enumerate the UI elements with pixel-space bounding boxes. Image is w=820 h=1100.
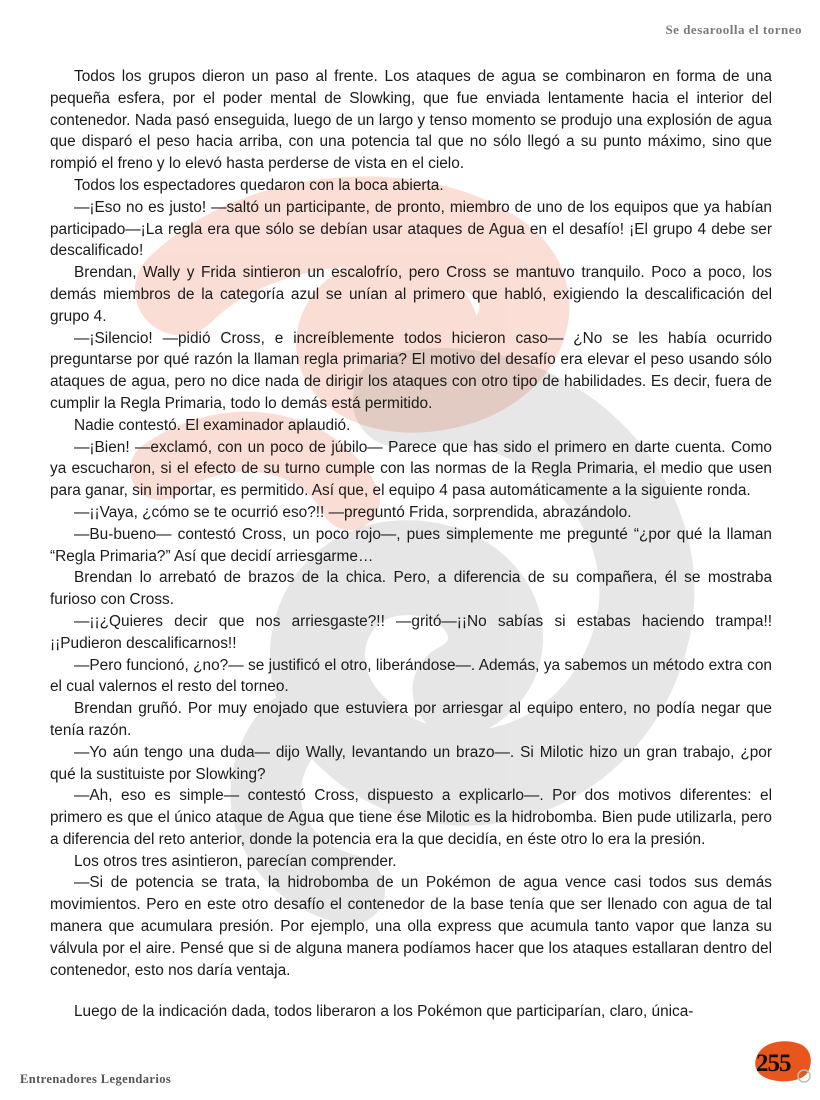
paragraph: —Si de potencia se trata, la hidrobomba de un Pokémon de agua vence casi todos sus demás movimientos. Pero en este otro desafío el contenedor de la base tenía que ser llenado con agua de tal manera que acumulara presión. Por ejemplo, una olla express que acumula tanto vapor que lanza su válvula por el aire. Pensé que si de alguna manera podíamos hacer que los ataques estallaran dentro del contenedor, esto nos daría ventaja. — [50, 874, 772, 979]
paragraph: Brendan, Wally y Frida sintieron un escalofrío, pero Cross se mantuvo tranquilo. Poco a poco, los demás miembros de la categoría azul se unían al primero que habló, exigiendo la descalificación del grupo 4. — [50, 264, 772, 325]
page-number: 255 — [756, 1050, 791, 1077]
paragraph: Todos los grupos dieron un paso al frente. Los ataques de agua se combinaron en forma de una pequeña esfera, por el poder mental de Slowking, que fue enviada lentamente hacia el interior del contenedor. Nada pasó enseguida, luego de un largo y tenso momento se produjo una explosión de agua que disparó el peso hacia arriba, con una potencia tal que no sólo llegó a su punto máximo, sino que rompió el freno y lo elevó hasta perderse de vista en el cielo. — [50, 68, 772, 173]
paragraph: —¡¡¿Quieres decir que nos arriesgaste?!! —gritó—¡¡No sabías si estabas haciendo trampa!! ¡¡Pudieron descalificarnos!! — [50, 612, 772, 652]
paragraph: Brendan gruñó. Por muy enojado que estuviera por arriesgar al equipo entero, no podía negar que tenía razón. — [50, 700, 772, 739]
paragraph: —¡¡Vaya, ¿cómo se te ocurrió eso?!! —preguntó Frida, sorprendida, abrazándolo. — [74, 503, 632, 521]
running-header: Se desaroolla el torneo — [665, 22, 802, 37]
running-footer: Entrenadores Legendarios — [20, 1072, 172, 1086]
paragraph: Nadie contestó. El examinador aplaudió. — [74, 416, 351, 434]
paragraph: —Ah, eso es simple— contestó Cross, dispuesto a explicarlo—. Por dos motivos diferentes: el primero es que el único ataque de Agua que tiene ése Milotic es la hidrobomba. Bien pude utilizarla, pero a diferencia del reto anterior, donde la potencia era la que decidía, en éste otro lo era la presión. — [50, 787, 772, 848]
paragraph: Luego de la indicación dada, todos liberaron a los Pokémon que participarían, claro, única- — [74, 1003, 694, 1021]
page-number-badge — [750, 1036, 816, 1086]
paragraph: —Bu-bueno— contestó Cross, un poco rojo—, pues simplemente me pregunté “¿por qué la llaman “Regla Primaria?” Así que decidí arriesgarme… — [50, 525, 772, 565]
body-text — [50, 66, 772, 1023]
paragraph: Todos los espectadores quedaron con la boca abierta. — [74, 176, 444, 194]
paragraph: Brendan lo arrebató de brazos de la chica. Pero, a diferencia de su compañera, él se mostraba furioso con Cross. — [50, 569, 772, 609]
paragraph: —¡Silencio! —pidió Cross, e increíblemente todos hicieron caso— ¿No se les había ocurrido preguntarse por qué razón la llaman regla primaria? El motivo del desafío era elevar el peso usando sólo ataques de agua, pero no dice nada de dirigir los ataques con otro tipo de habilidades. Es decir, fuera de cumplir la Regla Primaria, todo lo demás está permitido. — [50, 329, 772, 412]
paragraph: —Pero funcionó, ¿no?— se justificó el otro, liberándose—. Además, ya sabemos un método extra con el cual valernos el resto del torneo. — [50, 656, 772, 696]
paragraph: —¡Eso no es justo! —saltó un participante, de pronto, miembro de uno de los equipos que ya habían participado—¡La regla era que sólo se debían usar ataques de Agua en el desafío! ¡El grupo 4 debe ser descalificado! — [50, 198, 772, 260]
paragraph: —Yo aún tengo una duda— dijo Wally, levantando un brazo—. Si Milotic hizo un gran trabajo, ¿por qué la sustituiste por Slowking? — [50, 743, 772, 783]
paragraph: —¡Bien! —exclamó, con un poco de júbilo— Parece que has sido el primero en darte cuenta. Como ya escucharon, si el efecto de su turno cumple con las normas de la Regla Primaria, el medio que usen para ganar, sin importar, es permitido. Así que, el equipo 4 pasa automáticamente a la siguiente ronda. — [50, 438, 772, 500]
paragraph: Los otros tres asintieron, parecían comprender. — [74, 852, 397, 870]
